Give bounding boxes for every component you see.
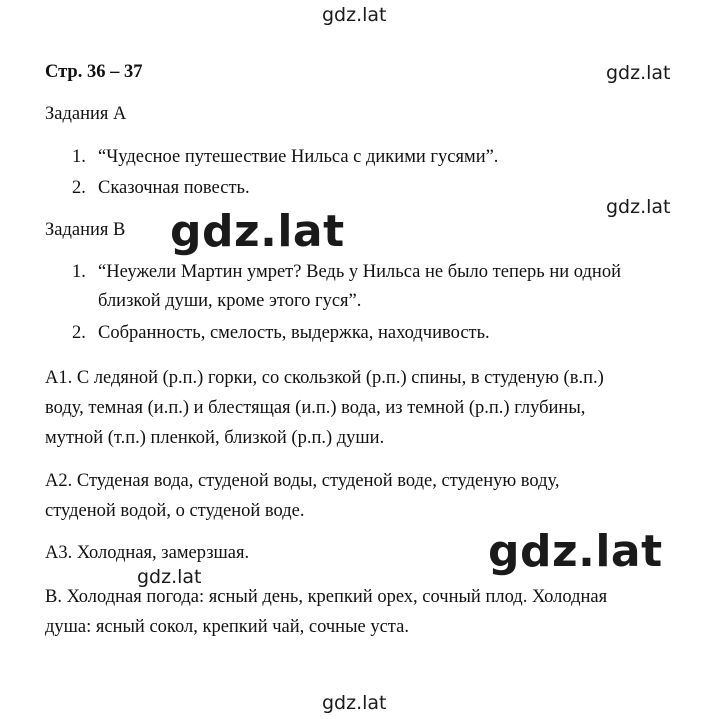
a3-line-1: А3. Холодная, замерзшая.: [45, 543, 250, 563]
a2-line-2: студеной водой, о студеной воде.: [45, 501, 305, 521]
list-item-text: Сказочная повесть.: [98, 178, 250, 198]
section-b-item-2: [72, 321, 490, 345]
watermark-small-lower: gdz.lat: [137, 566, 202, 588]
b-line-1: В. Холодная погода: ясный день, крепкий орех, сочный плод. Холодная: [45, 587, 608, 607]
list-number: 2.: [72, 323, 86, 343]
a1-line-2: воду, темная (и.п.) и блестящая (и.п.) вода, из темной (р.п.) глубины,: [45, 398, 586, 418]
b-line-2: душа: ясный сокол, крепкий чай, сочные уста.: [45, 617, 409, 637]
a1-line-1: А1. С ледяной (р.п.) горки, со скользкой (р.п.) спины, в студеную (в.п.): [45, 368, 604, 388]
section-a-item-1: [72, 145, 498, 169]
section-b-item-1-line-1: [72, 260, 621, 284]
watermark-bottom: gdz.lat: [322, 692, 387, 714]
watermark-right-upper: gdz.lat: [606, 62, 671, 84]
section-a-title: Задания А: [45, 104, 127, 124]
a1-line-3: мутной (т.п.) пленкой, близкой (р.п.) души.: [45, 428, 385, 448]
list-number: 2.: [72, 178, 86, 198]
list-item-text: “Неужели Мартин умрет? Ведь у Нильса не было теперь ни одной: [98, 262, 621, 282]
page-heading: Стр. 36 – 37: [45, 62, 143, 82]
watermark-big-upper: gdz.lat: [170, 206, 345, 257]
list-number: 1.: [72, 147, 86, 167]
watermark-top: gdz.lat: [322, 4, 387, 26]
list-item-text: “Чудесное путешествие Нильса с дикими гусями”.: [98, 147, 499, 167]
section-a-item-2: [72, 176, 250, 200]
section-b-item-1-line-2: близкой души, кроме этого гуся”.: [98, 291, 362, 311]
list-item-text: Собранность, смелость, выдержка, находчивость.: [98, 323, 490, 343]
list-number: 1.: [72, 262, 86, 282]
section-b-title: Задания В: [45, 220, 126, 240]
watermark-right-middle: gdz.lat: [606, 196, 671, 218]
a2-line-1: А2. Студеная вода, студеной воды, студеной воде, студеную воду,: [45, 471, 560, 491]
watermark-big-lower: gdz.lat: [488, 526, 663, 577]
